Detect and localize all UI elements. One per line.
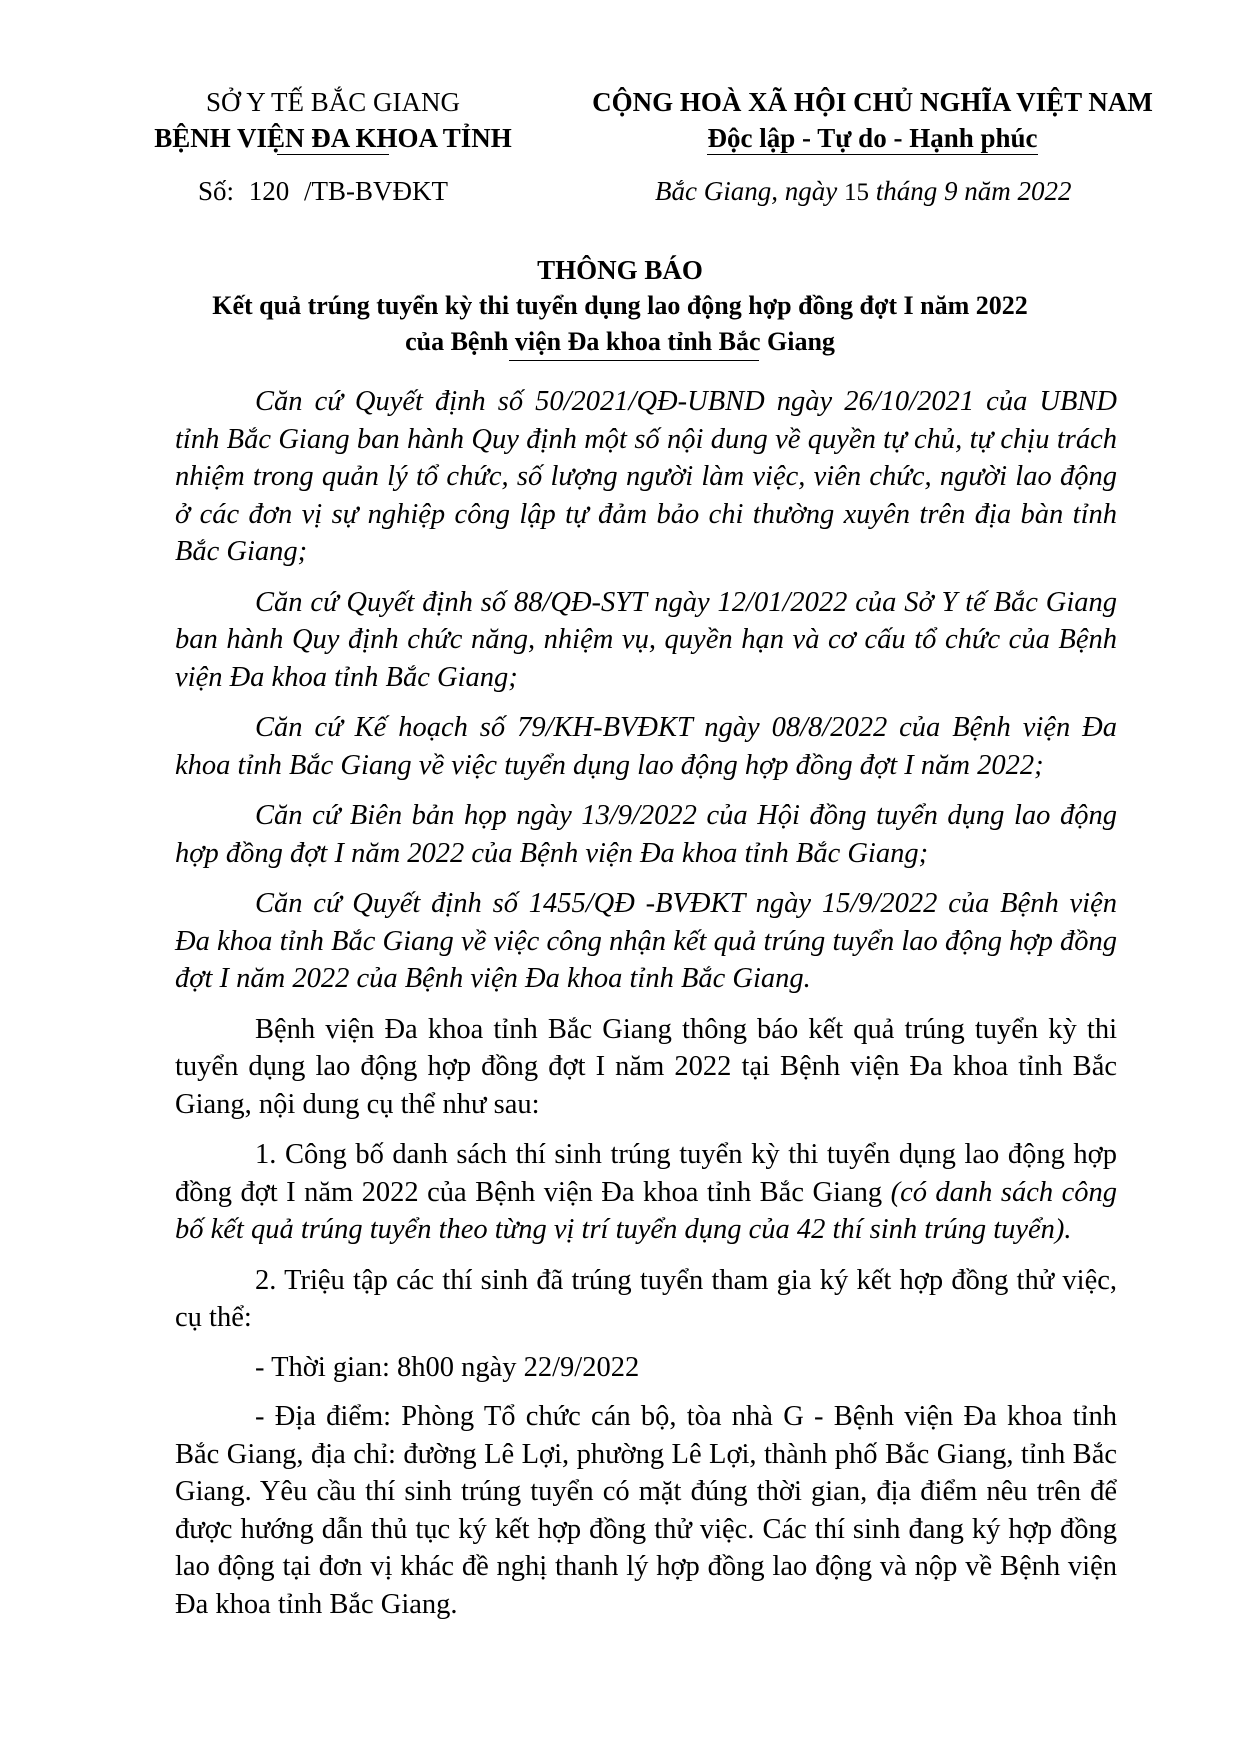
national-title: [575, 84, 1170, 156]
title-line-2: của Bệnh viện Đa khoa tỉnh Bắc Giang: [405, 327, 835, 356]
document-title: [120, 252, 1120, 361]
item-1-text: 1. Công bố danh sách thí sinh trúng tuyển kỳ thi tuyển dụng lao động hợp đồng đợt I năm 2022 của Bệnh viện Đa khoa tỉnh Bắc Giang: [175, 1139, 1117, 1208]
doc-no-prefix: Số:: [198, 176, 235, 206]
document-body: [175, 383, 1117, 1636]
title-line-1: Kết quả trúng tuyển kỳ thi tuyển dụng lao động hợp đồng đợt I năm 2022: [212, 291, 1028, 320]
meeting-place: - Địa điểm: Phòng Tổ chức cán bộ, tòa nhà G - Bệnh viện Đa khoa tỉnh Bắc Giang, địa chỉ: đường Lê Lợi, phường Lê Lợi, thành phố Bắc Giang, tỉnh Bắc Giang. Yêu cầu thí sinh trúng tuyển có mặt đúng thời gian, địa điểm nêu trên để được hướng dẫn thủ tục ký kết hợp đồng thử việc. Các thí sinh đang ký hợp đồng lao động tại đơn vị khác đề nghị thanh lý hợp đồng lao động và nộp về Bệnh viện Đa khoa tỉnh Bắc Giang.: [175, 1401, 1117, 1620]
item-2: 2. Triệu tập các thí sinh đã trúng tuyển tham gia ký kết hợp đồng thử việc, cụ thể:: [175, 1264, 1117, 1333]
doc-no-value: 120: [248, 176, 290, 206]
date-day: 15: [843, 179, 869, 206]
issue-date: [655, 176, 1071, 207]
agency-name: SỞ Y TẾ BẮC GIANG: [205, 87, 460, 117]
date-suffix: tháng 9 năm 2022: [875, 176, 1072, 206]
legal-basis-1: Căn cứ Quyết định số 50/2021/QĐ-UBND ngày 26/10/2021 của UBND tỉnh Bắc Giang ban hành Quy định một số nội dung về quyền tự chủ, tự chịu trách nhiệm trong quản lý tổ chức, số lượng người làm việc, viên chức, người lao động ở các đơn vị sự nghiệp công lập tự đảm bảo chi thường xuyên trên địa bàn tỉnh Bắc Giang;: [175, 386, 1117, 567]
item-1: [175, 1136, 1117, 1249]
issuing-authority: [118, 84, 548, 155]
title-underline: [509, 360, 759, 361]
hospital-name: BỆNH VIỆN ĐA KHOA TỈNH: [154, 123, 512, 153]
title-heading: THÔNG BÁO: [537, 255, 703, 285]
country-name: CỘNG HOÀ XÃ HỘI CHỦ NGHĨA VIỆT NAM: [592, 87, 1153, 117]
doc-no-suffix: /TB-BVĐKT: [304, 176, 449, 206]
legal-basis-3: Căn cứ Kế hoạch số 79/KH-BVĐKT ngày 08/8/2022 của Bệnh viện Đa khoa tỉnh Bắc Giang về việc tuyển dụng lao động hợp đồng đợt I năm 2022;: [175, 712, 1117, 781]
legal-basis-4: Căn cứ Biên bản họp ngày 13/9/2022 của Hội đồng tuyển dụng lao động hợp đồng đợt I năm 2022 của Bệnh viện Đa khoa tỉnh Bắc Giang;: [175, 800, 1117, 869]
item-1-note: (có danh sách công bố kết quả trúng tuyển theo từng vị trí tuyển dụng của 42 thí sinh trúng tuyển).: [175, 1176, 1118, 1245]
date-prefix: Bắc Giang, ngày: [655, 176, 838, 206]
document-number: [198, 176, 448, 207]
legal-basis-5: Căn cứ Quyết định số 1455/QĐ -BVĐKT ngày 15/9/2022 của Bệnh viện Đa khoa tỉnh Bắc Giang về việc công nhận kết quả trúng tuyển lao động hợp đồng đợt I năm 2022 của Bệnh viện Đa khoa tỉnh Bắc Giang.: [175, 888, 1117, 994]
intro-paragraph: Bệnh viện Đa khoa tỉnh Bắc Giang thông báo kết quả trúng tuyển kỳ thi tuyển dụng lao động hợp đồng đợt I năm 2022 tại Bệnh viện Đa khoa tỉnh Bắc Giang, nội dung cụ thể như sau:: [175, 1013, 1117, 1120]
national-motto: Độc lập - Tự do - Hạnh phúc: [707, 123, 1038, 153]
meeting-time: - Thời gian: 8h00 ngày 22/9/2022: [255, 1351, 640, 1383]
legal-basis-2: Căn cứ Quyết định số 88/QĐ-SYT ngày 12/01/2022 của Sở Y tế Bắc Giang ban hành Quy định chức năng, nhiệm vụ, quyền hạn và cơ cấu tổ chức của Bệnh viện Đa khoa tỉnh Bắc Giang;: [175, 586, 1117, 693]
